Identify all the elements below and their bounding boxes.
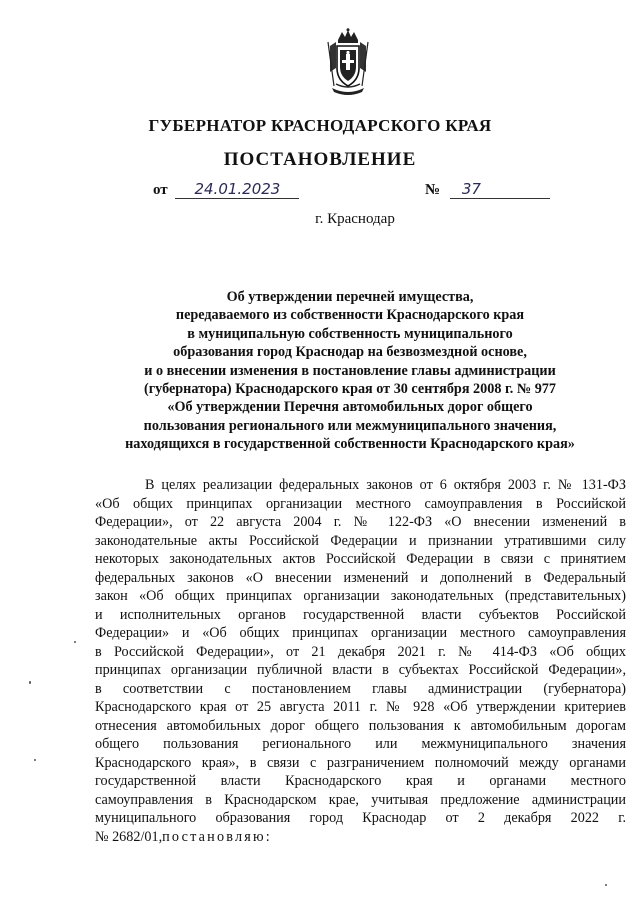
body-line: общего пользования регионального или межмуниципального значения — [95, 736, 626, 752]
document-number-row — [425, 181, 550, 199]
body-line: Краснодарского края от 25 августа 2011 г. № 928 «Об утверждении критериев — [95, 699, 626, 715]
title-line: «Об утверждении Перечня автомобильных дорог общего — [167, 399, 533, 416]
title-line: пользования регионального или межмуниципального значения, — [143, 417, 557, 434]
scan-speck — [74, 641, 76, 643]
document-date-row — [153, 181, 299, 199]
body-line: муниципального образования город Краснодар от 2 декабря 2022 г. — [95, 810, 626, 826]
reference-number: № 2682/01, — [95, 828, 163, 845]
document-type-title: ПОСТАНОВЛЕНИЕ — [223, 149, 417, 170]
body-line: федеральных законов «О внесении изменений и дополнений в Федеральный — [95, 569, 626, 586]
body-line: Федерации», от 22 августа 2004 г. № 122-ФЗ «О внесении изменений в — [95, 514, 626, 530]
body-line: В целях реализации федеральных законов от 6 октября 2003 г. № 131-ФЗ — [145, 477, 626, 493]
krasnodar-coat-of-arms-icon — [322, 28, 374, 98]
body-line: и исполнительных органов государственной власти субъектов Российской — [95, 606, 626, 623]
body-line-final — [95, 828, 626, 847]
body-line: государственной власти Краснодарского края и органами местного — [95, 773, 626, 789]
document-number: 37 — [450, 181, 550, 199]
body-line: Федерации» и «Об общих принципах организации местного самоуправления — [95, 625, 626, 641]
title-line: (губернатора) Краснодарского края от 30 сентября 2008 г. № 977 — [144, 381, 556, 398]
body-line: в Российской Федерации», от 21 декабря 2021 г. № 414-ФЗ «Об общих — [95, 643, 626, 660]
body-line: закон «Об общих принципах организации законодательных (представительных) — [95, 588, 626, 604]
title-line: передаваемого из собственности Краснодарского края — [175, 307, 525, 324]
resolution-title — [70, 288, 630, 454]
number-prefix: № — [425, 182, 441, 198]
scan-speck — [29, 681, 31, 684]
title-line: и о внесении изменения в постановление главы администрации — [144, 362, 556, 379]
preamble-paragraph — [95, 476, 626, 846]
body-line: отнесения автомобильных дорог общего пользования к автомобильным дорогам — [95, 717, 626, 734]
title-line: образования город Краснодар на безвозмездной основе, — [173, 344, 527, 361]
body-line: «Об общих принципах организации местного самоуправления в Российской — [95, 495, 626, 512]
body-line: в соответствии с постановлением главы администрации (губернатора) — [95, 680, 626, 697]
date-prefix: от — [153, 182, 168, 198]
body-line: некоторых законодательных актов Российской Федерации в связи с принятием — [95, 551, 626, 567]
body-line: Краснодарского края», в связи с разграничением полномочий между органами — [95, 754, 626, 771]
body-line: самоуправления в Краснодарском крае, учитывая предложение администрации — [95, 791, 626, 808]
body-line: принципах организации публичной власти в субъектах Российской Федерации», — [95, 662, 626, 678]
title-line: в муниципальную собственность муниципального — [187, 325, 513, 342]
scan-speck — [34, 759, 36, 761]
document-date: 24.01.2023 — [175, 181, 299, 199]
document-city: г. Краснодар — [315, 211, 395, 227]
body-line: законодательные акты Российской Федерации и признании утратившими силу — [95, 532, 626, 549]
scan-speck — [605, 884, 607, 886]
title-line: Об утверждении перечней имущества, — [226, 289, 474, 305]
issuing-authority: ГУБЕРНАТОР КРАСНОДАРСКОГО КРАЯ — [148, 116, 492, 135]
title-line: находящихся в государственной собственности Краснодарского края» — [125, 436, 575, 453]
resolution-verb: постановляю: — [162, 828, 272, 845]
